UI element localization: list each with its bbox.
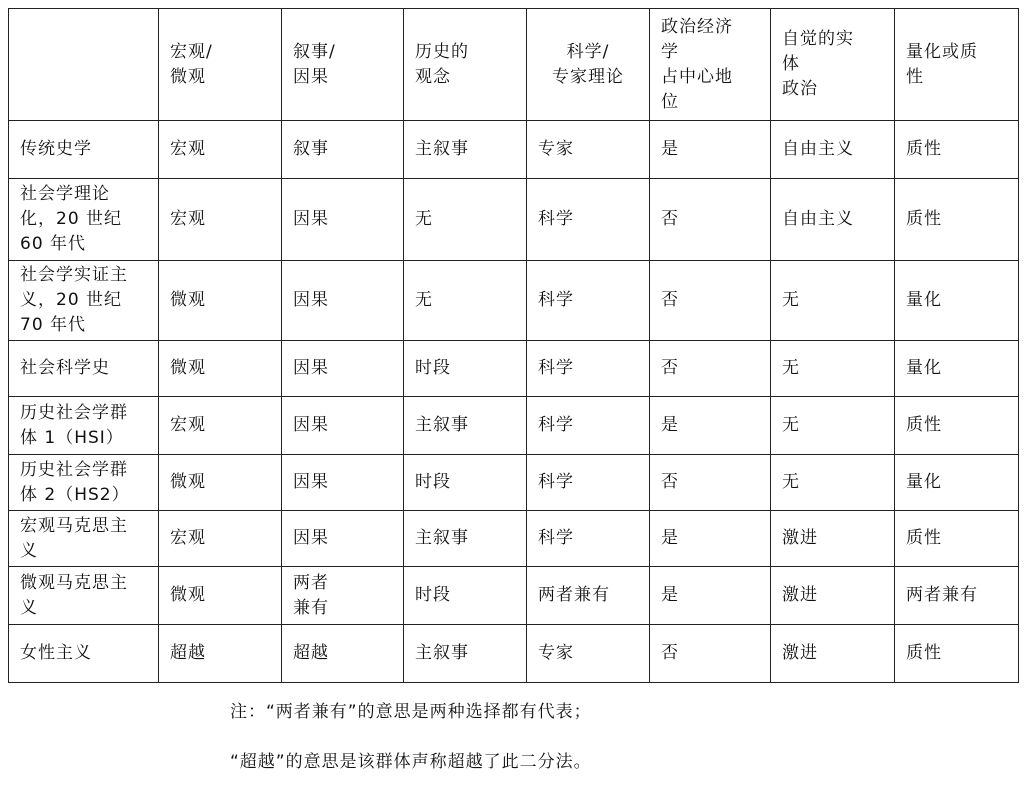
table-cell: 主叙事 xyxy=(404,511,527,567)
table-cell: 因果 xyxy=(282,397,404,455)
table-row xyxy=(9,121,1019,179)
table-cell: 量化 xyxy=(895,261,1019,341)
comparison-table xyxy=(8,8,1019,683)
table-cell: 量化 xyxy=(895,455,1019,511)
table-cell: 宏观 xyxy=(159,121,282,179)
table-cell: 量化 xyxy=(895,341,1019,397)
table-cell: 宏观 xyxy=(159,511,282,567)
row-label-line: 体 2（HS2） xyxy=(20,484,130,505)
table-cell: 无 xyxy=(771,455,895,511)
table-cell: 无 xyxy=(771,397,895,455)
table-notes xyxy=(230,700,592,774)
table-cell: 因果 xyxy=(282,455,404,511)
row-label-cell xyxy=(9,397,159,455)
header-corner-cell xyxy=(9,9,159,121)
table-cell: 科学 xyxy=(527,511,650,567)
table-cell: 专家 xyxy=(527,121,650,179)
table-row xyxy=(9,179,1019,261)
row-label-cell xyxy=(9,567,159,625)
table-body xyxy=(9,121,1019,683)
table-cell: 主叙事 xyxy=(404,397,527,455)
row-label-line: 社会学理论 xyxy=(20,184,110,204)
table-cell: 叙事 xyxy=(282,121,404,179)
header-narrative: 叙事/ 因果 xyxy=(282,9,404,121)
table-cell: 微观 xyxy=(159,341,282,397)
row-label-cell xyxy=(9,455,159,511)
row-label-line: 传统史学 xyxy=(20,139,92,159)
table-cell: 否 xyxy=(650,261,771,341)
table-cell: 激进 xyxy=(771,625,895,683)
table-row xyxy=(9,455,1019,511)
header-scale: 宏观/ 微观 xyxy=(159,9,282,121)
table-cell: 时段 xyxy=(404,567,527,625)
table-cell: 无 xyxy=(404,179,527,261)
row-label-line: 义 xyxy=(20,597,38,618)
header-quant-qual: 量化或质 性 xyxy=(895,9,1019,121)
table-cell: 宏观 xyxy=(159,179,282,261)
row-label-line: 义，20 世纪 xyxy=(20,290,123,310)
table-cell: 是 xyxy=(650,397,771,455)
table-cell: 因果 xyxy=(282,179,404,261)
table-cell: 科学 xyxy=(527,455,650,511)
table-cell: 否 xyxy=(650,455,771,511)
row-label-cell xyxy=(9,511,159,567)
row-label-cell xyxy=(9,625,159,683)
table-cell: 激进 xyxy=(771,567,895,625)
row-label-cell xyxy=(9,341,159,397)
table-cell: 质性 xyxy=(895,625,1019,683)
row-label-line: 微观马克思主 xyxy=(20,572,128,593)
table-cell: 超越 xyxy=(282,625,404,683)
table-cell: 科学 xyxy=(527,341,650,397)
header-conscious-politics: 自觉的实 体 政治 xyxy=(771,9,895,121)
row-label-cell xyxy=(9,261,159,341)
row-label-line: 历史社会学群 xyxy=(20,459,128,480)
table-cell: 时段 xyxy=(404,455,527,511)
table-cell: 科学 xyxy=(527,261,650,341)
table-cell: 微观 xyxy=(159,567,282,625)
table-cell: 自由主义 xyxy=(771,179,895,261)
row-label-line: 宏观马克思主 xyxy=(20,515,128,536)
table-cell: 否 xyxy=(650,179,771,261)
row-label-line: 历史社会学群 xyxy=(20,402,128,423)
table-row xyxy=(9,625,1019,683)
note-transcend: “超越”的意思是该群体声称超越了此二分法。 xyxy=(230,752,592,772)
table-cell: 时段 xyxy=(404,341,527,397)
table-row xyxy=(9,397,1019,455)
table-cell: 因果 xyxy=(282,511,404,567)
table-cell: 是 xyxy=(650,121,771,179)
header-political-economy: 政治经济 学 占中心地 位 xyxy=(650,9,771,121)
table-cell: 因果 xyxy=(282,341,404,397)
table-row xyxy=(9,341,1019,397)
table-cell: 超越 xyxy=(159,625,282,683)
header-science-expert: 科学/ 专家理论 xyxy=(527,9,650,121)
table-cell: 科学 xyxy=(527,397,650,455)
table-cell: 激进 xyxy=(771,511,895,567)
row-label-line: 体 1（HSI） xyxy=(20,427,124,448)
note-both: 注：“两者兼有”的意思是两种选择都有代表； xyxy=(230,702,592,722)
row-label-line: 社会学实证主 xyxy=(20,265,128,285)
table-cell: 主叙事 xyxy=(404,121,527,179)
row-label-line: 义 xyxy=(20,540,38,561)
header-history-concept: 历史的 观念 xyxy=(404,9,527,121)
table-cell: 是 xyxy=(650,511,771,567)
row-label-line: 女性主义 xyxy=(20,643,92,663)
table-cell: 两者兼有 xyxy=(895,567,1019,625)
table-cell: 无 xyxy=(771,261,895,341)
table-cell: 否 xyxy=(650,625,771,683)
table-cell: 质性 xyxy=(895,397,1019,455)
row-label-cell xyxy=(9,121,159,179)
table-cell: 因果 xyxy=(282,261,404,341)
table-cell: 质性 xyxy=(895,179,1019,261)
table-cell: 无 xyxy=(771,341,895,397)
row-label-line: 化，20 世纪 xyxy=(20,209,123,229)
row-label-line: 60 年代 xyxy=(20,234,87,254)
table-cell: 宏观 xyxy=(159,397,282,455)
header-row xyxy=(9,9,1019,121)
table-cell: 两者 兼有 xyxy=(282,567,404,625)
table-cell: 科学 xyxy=(527,179,650,261)
row-label-line: 70 年代 xyxy=(20,315,87,335)
table-cell: 是 xyxy=(650,567,771,625)
table-cell: 两者兼有 xyxy=(527,567,650,625)
table-row xyxy=(9,511,1019,567)
row-label-cell xyxy=(9,179,159,261)
table-cell: 微观 xyxy=(159,455,282,511)
table-cell: 否 xyxy=(650,341,771,397)
table-row xyxy=(9,261,1019,341)
table-row xyxy=(9,567,1019,625)
table-cell: 无 xyxy=(404,261,527,341)
table-cell: 自由主义 xyxy=(771,121,895,179)
table-cell: 质性 xyxy=(895,121,1019,179)
table-cell: 质性 xyxy=(895,511,1019,567)
table-cell: 专家 xyxy=(527,625,650,683)
table-cell: 主叙事 xyxy=(404,625,527,683)
row-label-line: 社会科学史 xyxy=(20,358,110,378)
table-cell: 微观 xyxy=(159,261,282,341)
